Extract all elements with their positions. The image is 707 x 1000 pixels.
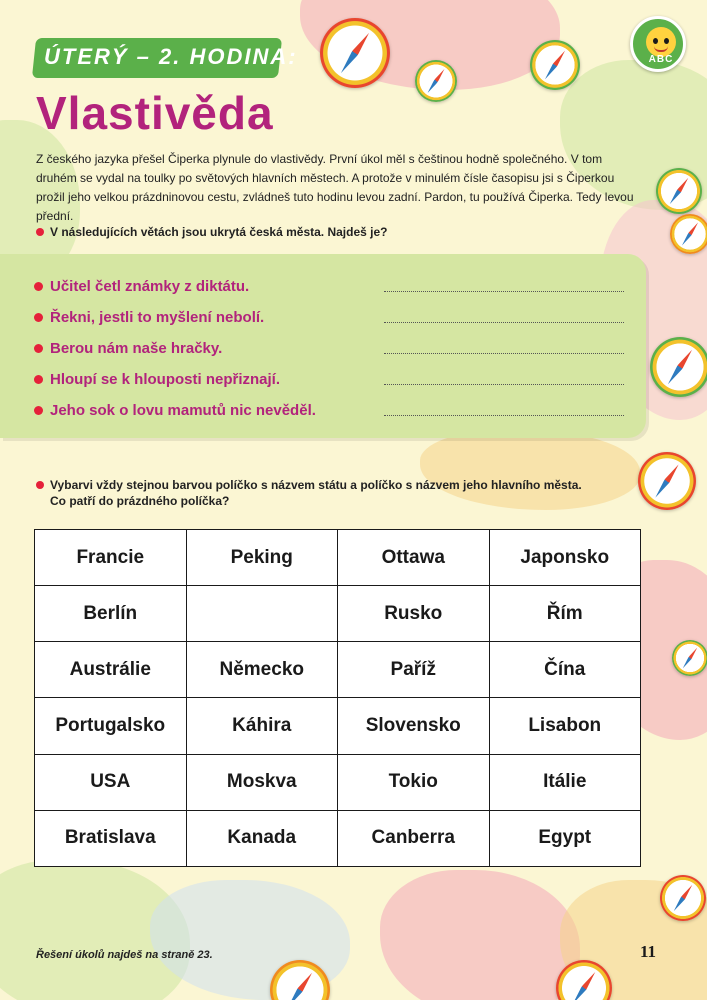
- bullet-icon: [34, 375, 43, 384]
- table-row: [35, 698, 641, 754]
- bullet-icon: [36, 481, 44, 489]
- sentence-item: [34, 398, 634, 422]
- sentence-text: Jeho sok o lovu mamutů nic nevěděl.: [50, 401, 316, 419]
- task1-instruction: [36, 224, 388, 240]
- task2-instruction: [36, 477, 616, 509]
- sentences-box: [0, 254, 646, 438]
- grid-cell[interactable]: Bratislava: [35, 810, 187, 866]
- answer-line[interactable]: [384, 321, 624, 323]
- task1-instruction-text: V následujících větách jsou ukrytá česká města. Najdeš je?: [50, 225, 388, 239]
- sentence-item: [34, 305, 634, 329]
- grid-cell[interactable]: Paříž: [338, 642, 490, 698]
- sentence-text: Učitel četl známky z diktátu.: [50, 277, 250, 295]
- empty-grid-cell[interactable]: [186, 586, 338, 642]
- table-row: [35, 586, 641, 642]
- table-row: [35, 642, 641, 698]
- grid-cell[interactable]: Berlín: [35, 586, 187, 642]
- intro-paragraph: Z českého jazyka přešel Čiperka plynule do vlastivědy. První úkol měl s češtinou hodně společného. V tom druhém se vydal na toulky po světových hlavních městech. A protože v minulém čísle časopisu jsi s Čiperkou prožil jeho velkou prázdninovou cestu, zvládneš tuto hodinu levou zadní. Pardon, tu používá Čiperka. Tedy levou přední.: [36, 152, 634, 223]
- answer-line[interactable]: [384, 414, 624, 416]
- grid-cell[interactable]: Moskva: [186, 754, 338, 810]
- bullet-icon: [34, 344, 43, 353]
- grid-cell[interactable]: Německo: [186, 642, 338, 698]
- sentence-text: Hloupí se k hlouposti nepřiznají.: [50, 370, 281, 388]
- bullet-icon: [34, 313, 43, 322]
- grid-cell[interactable]: Lisabon: [489, 698, 641, 754]
- day-label: ÚTERÝ – 2. HODINA:: [44, 44, 298, 69]
- mascot-label: ABC: [648, 54, 674, 65]
- table-row: [35, 810, 641, 866]
- grid-cell[interactable]: Portugalsko: [35, 698, 187, 754]
- grid-cell[interactable]: Kanada: [186, 810, 338, 866]
- table-row: [35, 530, 641, 586]
- page-number: 11: [640, 942, 657, 961]
- grid-cell[interactable]: Austrálie: [35, 642, 187, 698]
- grid-cell[interactable]: Peking: [186, 530, 338, 586]
- sentence-text: Berou nám naše hračky.: [50, 339, 223, 357]
- answer-line[interactable]: [384, 383, 624, 385]
- grid-cell[interactable]: Káhira: [186, 698, 338, 754]
- grid-cell[interactable]: Řím: [489, 586, 641, 642]
- sentence-text: Řekni, jestli to myšlení nebolí.: [50, 308, 265, 326]
- grid-cell[interactable]: Slovensko: [338, 698, 490, 754]
- grid-cell[interactable]: Canberra: [338, 810, 490, 866]
- sentence-item: [34, 367, 634, 391]
- page-title: Vlastivěda: [36, 87, 274, 139]
- grid-cell[interactable]: USA: [35, 754, 187, 810]
- answer-line[interactable]: [384, 290, 624, 292]
- bullet-icon: [36, 228, 44, 236]
- task2-instruction-line1: Vybarvi vždy stejnou barvou políčko s názvem státu a políčko s názvem jeho hlavního města.: [50, 478, 582, 492]
- task2-instruction-line2: Co patří do prázdného políčka?: [50, 494, 230, 508]
- solutions-note: Řešení úkolů najdeš na straně 23.: [36, 949, 213, 961]
- bullet-icon: [34, 406, 43, 415]
- bullet-icon: [34, 282, 43, 291]
- grid-cell[interactable]: Čína: [489, 642, 641, 698]
- grid-cell[interactable]: Tokio: [338, 754, 490, 810]
- grid-cell[interactable]: Itálie: [489, 754, 641, 810]
- sentence-item: [34, 336, 634, 360]
- table-row: [35, 754, 641, 810]
- grid-cell[interactable]: Francie: [35, 530, 187, 586]
- grid-cell[interactable]: Rusko: [338, 586, 490, 642]
- answer-line[interactable]: [384, 352, 624, 354]
- country-capital-grid: [34, 529, 641, 867]
- sentence-item: [34, 274, 634, 298]
- grid-cell[interactable]: Ottawa: [338, 530, 490, 586]
- grid-cell[interactable]: Egypt: [489, 810, 641, 866]
- grid-cell[interactable]: Japonsko: [489, 530, 641, 586]
